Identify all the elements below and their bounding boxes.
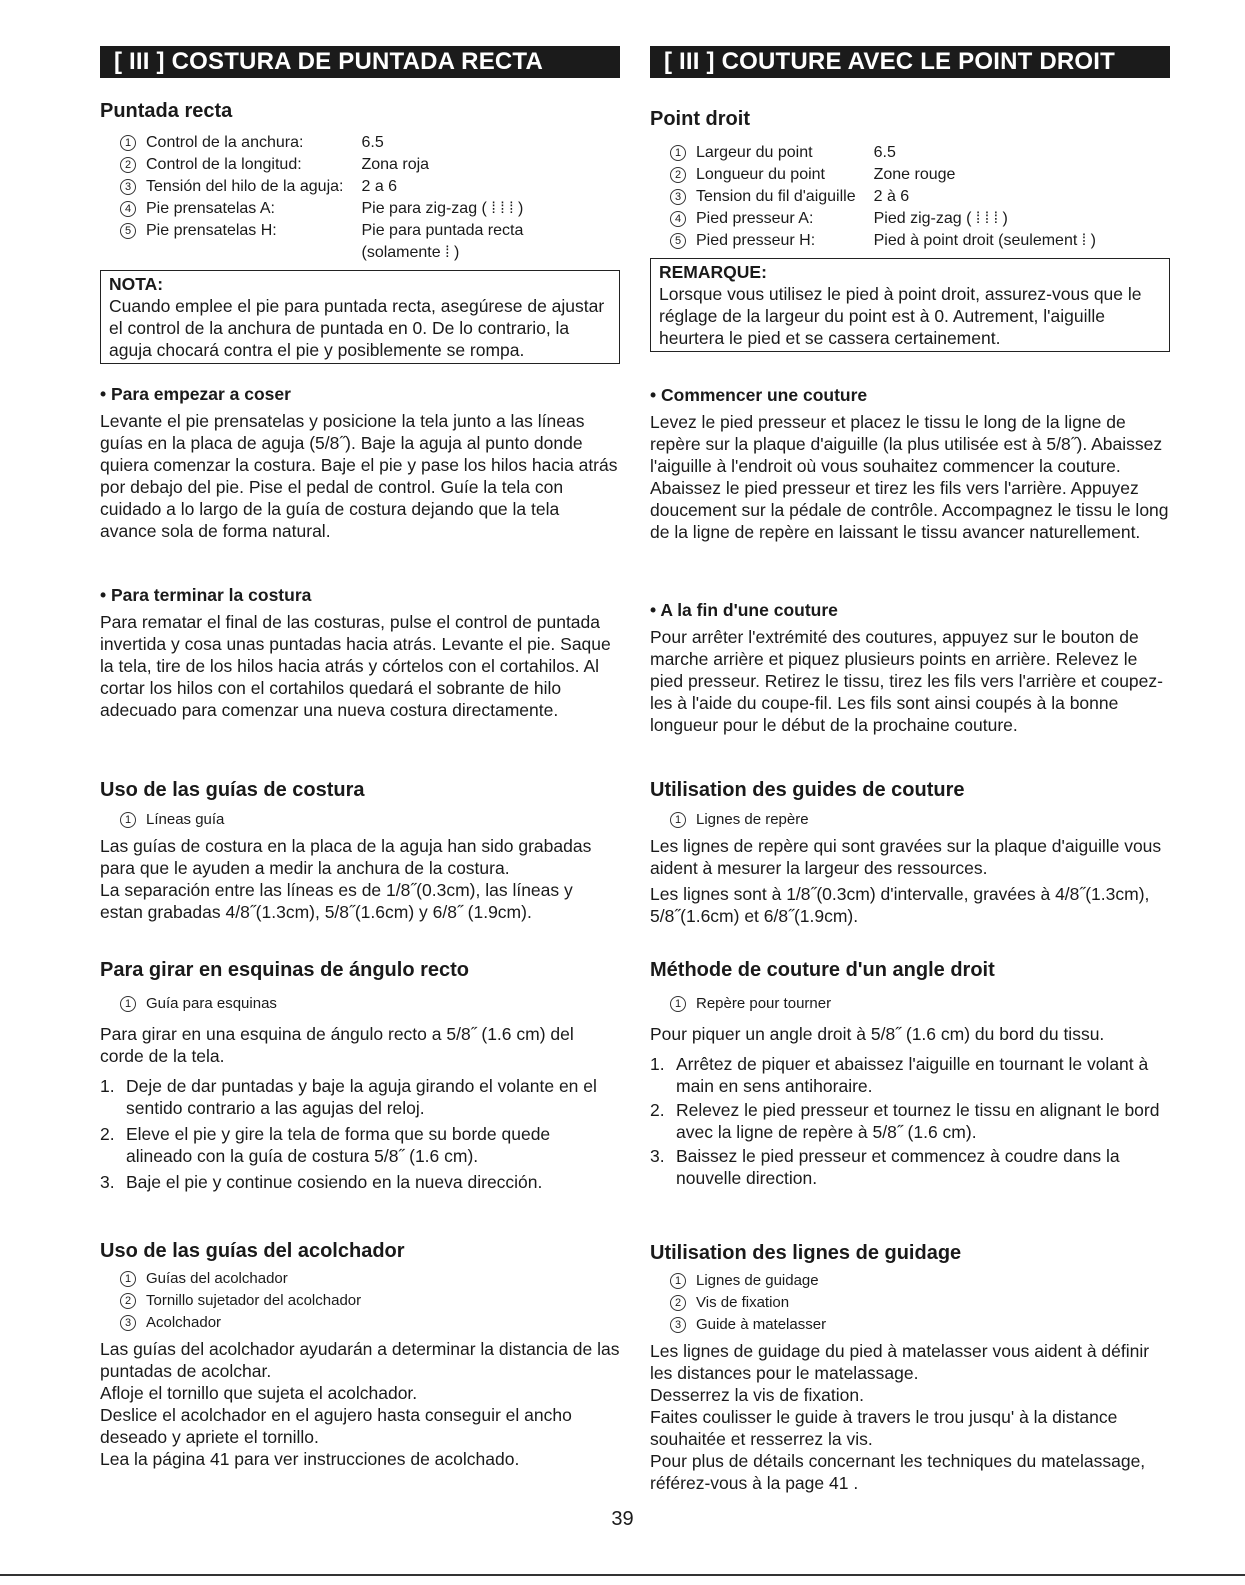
corner-sewing-es: Para girar en esquinas de ángulo recto 1 Guía para esquinas Para girar en una esquina de ángulo recto a 5/8˝ (1.6 cm) del corde de la tela. 1. Deje de dar puntadas y baje la aguja girando el volante en el sentido contrario a las agujas del reloj. 2. Eleve el pie y gire la tela de forma que su borde quede alineado con la guía de costura 5/8˝ (1.6 cm). 3. Baje el pie y continue cosiendo en la nueva dirección. <box>100 957 620 1193</box>
spec-row: 3 Tensión del hilo de la aguja: 2 a 6 <box>120 176 581 198</box>
list-item: 2. Eleve el pie y gire la tela de forma que su borde quede alineado con la guía de costura 5/8˝ (1.6 cm). <box>100 1124 551 1166</box>
ref-item: 1 Guía para esquinas <box>120 993 620 1015</box>
ref-item: 2 Vis de fixation <box>670 1292 1170 1314</box>
corner-steps-fr <box>650 1053 1170 1189</box>
ref-item: 1 Lignes de repère <box>670 809 1170 831</box>
text-finish-fr: Pour arrêter l'extrémité des coutures, appuyez sur le bouton de marche arrière et piquez plusieurs points en arrière. Relevez le pied presseur. Retirez le tissu, tirez les fils vers l'arrière et coupez-les à l'aide du coupe-fil. Les fils sont ainsi coupés à la bonne longueur pour le début de la prochaine couture. <box>650 627 1163 735</box>
corner-sewing-fr: Méthode de couture d'un angle droit 1 Repère pour tourner Pour piquer un angle droit à 5/8˝ (1.6 cm) du bord du tissu. 1. Arrêtez de piquer et abaissez l'aiguille en tournant le volant à main en sens antihoraire. 2. Relevez le pied presseur et tournez le tissu en alignant le bord avec la ligne de repère à 5/8˝ (1.6 cm). 3. Baissez le pied presseur et commencez à coudre dans la nouvelle direction. <box>650 957 1170 1189</box>
spec-row: 1 Control de la anchura: 6.5 <box>120 132 581 154</box>
straight-stitch-es <box>100 98 620 364</box>
finish-sewing-fr <box>650 598 1170 736</box>
section-banner-fr: [ III ] COUTURE AVEC LE POINT DROIT <box>650 46 1170 78</box>
quilting-guides-es: Uso de las guías del acolchador 1 Guías del acolchador 2 Tornillo sujetador del acolchador 3 Acolchador Las guías del acolchador ayudarán a determinar la distancia de las puntadas de acolchar. Afloje el tornillo que sujeta el acolchador. Deslice el acolchador en el agujero hasta conseguir el ancho deseado y apriete el tornillo. Lea la página 41 para ver instrucciones de acolchado. <box>100 1240 620 1469</box>
straight-stitch-fr <box>650 106 1170 352</box>
list-item: 2. Relevez le pied presseur et tournez le tissu en alignant le bord avec la ligne de repère à 5/8˝ (1.6 cm). <box>650 1100 1160 1142</box>
heading-corner-es: Para girar en esquinas de ángulo recto <box>100 959 470 981</box>
spec-row: 4 Pied presseur A: Pied zig-zag ( ⁞ ⁞ ⁞ ) <box>670 208 1096 230</box>
specs-table-fr <box>670 142 1096 252</box>
spec-row: 3 Tension du fil d'aiguille 2 à 6 <box>670 186 1096 208</box>
heading-quilt-fr: Utilisation des lignes de guidage <box>650 1242 962 1264</box>
ref-item: 3 Guide à matelasser <box>670 1314 1170 1336</box>
text-start-fr: Levez le pied presseur et placez le tissu le long de la ligne de repère sur la plaque d'aiguille (la plus utilisée est à 5/8˝). Abaissez l'aiguille à l'endroit où vous souhaitez commencer la couture. Abaissez le pied presseur et tirez les fils vers l'arrière. Appuyez doucement sur la pédale de contrôle. Accompagnez le tissu le long de la ligne de repère en laissant le tissu avancer naturellement. <box>650 412 1169 542</box>
note-box-es: NOTA: Cuando emplee el pie para puntada recta, asegúrese de ajustar el control de la anchura de puntada en 0. De lo contrario, la aguja chocará contra el pie y posiblemente se rompa. <box>100 270 620 364</box>
spec-row: 4 Pie prensatelas A: Pie para zig-zag ( ⁞ ⁞ ⁞ ) <box>120 198 581 220</box>
list-item: 3. Baje el pie y continue cosiendo en la nueva dirección. <box>100 1172 543 1192</box>
specs-table-es <box>120 132 581 264</box>
heading-corner-fr: Méthode de couture d'un angle droit <box>650 959 995 981</box>
seam-guides-fr: Utilisation des guides de couture 1 Lignes de repère Les lignes de repère qui sont gravées sur la plaque d'aiguille vous aident à mesurer la largeur des ressources. Les lignes sont à 1/8˝(0.3cm) d'intervalle, gravées à 4/8˝(1.3cm), 5/8˝(1.6cm) et 6/8˝(1.9cm). <box>650 777 1170 927</box>
heading-straight-es: Puntada recta <box>100 100 233 122</box>
heading-guides-fr: Utilisation des guides de couture <box>650 779 965 801</box>
spec-row: 1 Largeur du point 6.5 <box>670 142 1096 164</box>
heading-quilt-es: Uso de las guías del acolchador <box>100 1240 405 1262</box>
heading-start-es: • Para empezar a coser <box>100 384 291 404</box>
text-start-es: Levante el pie prensatelas y posicione la tela junto a las líneas guías en la placa de aguja (5/8˝). Baje la aguja al punto donde quiera comenzar la costura. Baje el pie y pase los hilos hacia atrás por debajo del pie. Pise el pedal de control. Guíe la tela con cuidado a lo largo de la guía de costura dejando que la tela avance sola de forma natural. <box>100 411 618 541</box>
start-sewing-es <box>100 382 620 542</box>
note-box-fr: REMARQUE: Lorsque vous utilisez le pied à point droit, assurez-vous que le réglage de la largeur du point est à 0. Autrement, l'aiguille heurtera le pied et se cassera certainement. <box>650 258 1170 352</box>
heading-start-fr: • Commencer une couture <box>650 385 868 405</box>
heading-straight-fr: Point droit <box>650 108 750 130</box>
text-finish-es: Para rematar el final de las costuras, pulse el control de puntada invertida y cosa unas puntadas hacia atrás. Levante el pie. Saque la tela, tire de los hilos hacia atrás y córtelos con el cortahilos. Al cortar los hilos con el cortahilos quedará el sobrante de hilo adecuado para comenzar una nueva costura directamente. <box>100 612 611 720</box>
heading-guides-es: Uso de las guías de costura <box>100 779 365 801</box>
page-number: 39 <box>611 1508 634 1530</box>
ref-item: 1 Repère pour tourner <box>670 993 1170 1015</box>
section-banner-es: [ III ] COSTURA DE PUNTADA RECTA <box>100 46 620 78</box>
ref-item: 3 Acolchador <box>120 1312 620 1334</box>
spec-row: 2 Longueur du point Zone rouge <box>670 164 1096 186</box>
seam-guides-es: Uso de las guías de costura 1 Líneas guía Las guías de costura en la placa de la aguja han sido grabadas para que le ayuden a medir la anchura de la costura. La separación entre las líneas es de 1/8˝(0.3cm), las líneas y estan grabadas 4/8˝(1.3cm), 5/8˝(1.6cm) y 6/8˝ (1.9cm). <box>100 777 620 923</box>
finish-sewing-es <box>100 583 620 721</box>
corner-steps-es <box>100 1075 620 1193</box>
quilting-guides-fr: Utilisation des lignes de guidage 1 Lignes de guidage 2 Vis de fixation 3 Guide à matelasser Les lignes de guidage du pied à matelasser vous aident à définir les distances pour le matelassage. Desserrez la vis de fixation. Faites coulisser le guide à travers le trou jusqu' à la distance souhaitée et resserrez la vis. Pour plus de détails concernant les techniques du matelassage, référez-vous à la page 41 . <box>650 1240 1170 1494</box>
list-item: 1. Arrêtez de piquer et abaissez l'aiguille en tournant le volant à main en sens antihoraire. <box>650 1054 1149 1096</box>
ref-item: 1 Líneas guía <box>120 809 620 831</box>
heading-finish-fr: • A la fin d'une couture <box>650 600 838 620</box>
ref-item: 1 Guías del acolchador <box>120 1268 620 1290</box>
heading-finish-es: • Para terminar la costura <box>100 585 312 605</box>
spec-row: 5 Pie prensatelas H: Pie para puntada recta (solamente ⁞ ) <box>120 220 581 264</box>
list-item: 3. Baissez le pied presseur et commencez à coudre dans la nouvelle direction. <box>650 1146 1120 1188</box>
ref-item: 2 Tornillo sujetador del acolchador <box>120 1290 620 1312</box>
bottom-rule <box>0 1574 1245 1576</box>
spec-row: 5 Pied presseur H: Pied à point droit (seulement ⁞ ) <box>670 230 1096 252</box>
ref-item: 1 Lignes de guidage <box>670 1270 1170 1292</box>
spec-row: 2 Control de la longitud: Zona roja <box>120 154 581 176</box>
start-sewing-fr <box>650 383 1170 543</box>
list-item: 1. Deje de dar puntadas y baje la aguja girando el volante en el sentido contrario a las agujas del reloj. <box>100 1076 597 1118</box>
